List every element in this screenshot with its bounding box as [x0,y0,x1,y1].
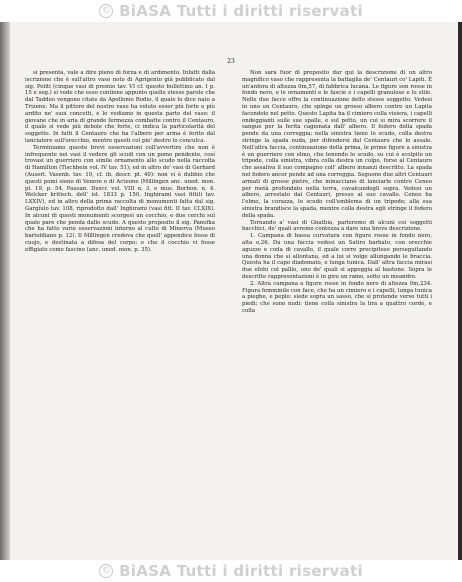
watermark-bottom-text: BiASA Tutti i diritti riservati [119,562,363,580]
page-number: 23 [227,58,235,65]
scan-shadow-right [458,22,462,560]
scan-shadow-left [0,22,10,560]
watermark-top-text: BiASA Tutti i diritti riservati [119,2,363,20]
watermark-top [0,0,462,22]
copyright-icon: © [99,4,113,18]
right-paragraph: Tornando a' vasi di Gnathia, parleremo di alcuni coi soggetti bacchici, de' quali avremo contezza a dare una breve descrizione. [242,219,432,233]
right-column [242,70,432,550]
right-paragraph: Non sarà fuor di proposito dar qui la descrizione di un altro magnifico vaso che rappresenta la battaglia de' Centauri co' Lapiti. È un'anfora di altezza 0m,57, di fabbrica lucana. Le figure son rosse in fondo nero, e le ornamenti e le fascie e i capelli granulose e lo stile. Nelle due facce offre la continuazione dello stesso soggetto. Vedesi in uno un Centauro, che spinge un grosso albero contro un Lapita facendolo nel petto. Questo Lapita ha il cimiero colla visiera, i capelli ondeggianti sulle sue spalle, e sul petto, un cui si mira scorrere il sangue per la ferita cagionata dall' albero. Il fodero della spada pende da una correggia; nella sinistra tiene lo scudo, colla destra stringe la spada nuda, per difendersi dal Centauro che lo assale. Nell'altra faccia, continuazione della prima, le prime figure a sinistra è un guerriero con elmo, che tenendo lo scudo, su cui è scolpito un tripode, colla sinistra, vibra colla destra un colpo, forse al Centauro che assaliva il suo compagno coll' albero innanzi descritto. La spada nel fodero ancor pende ad una correggia. Seguono due altri Centauri armati di grosse pietre, che minacciano di lanciarle contro Ceneo per metà profondato nella terra, cavalcandogli sopra. Vedesi un albero, arrestato dai Centauri, presso al suo cavallo. Ceneo ha l'elmo, la corazza, lo scudo coll'emblema di un tripode; alla sua sinistra brandisce la spada, mentre colla destra egli stringe il fodero della spada. [242,70,432,219]
left-paragraph: Terminiamo queste brevi osservazioni coll'avvertire che non è infrequente nei vasi il vedere gli scudi con un pomo pendente, cosí trovasi un guerriero con simile ornamento allo scudo nella raccolta di Hamilton (Tischbein vol. IV tav. 51); ed in altro de' vasi di Gerhard (Auserl. Vasenb. tav. 10, cf. ib. descr. pl. 40): non vi è dubbio che questi pomi sieno di Venere e di Acteone (Millingen anc. uned. mon. pl. 19, p. 54, Pausan. Descr. vol. VIII n. 3, e mus. Borbon. n. 4. Welcker kritisch. dell' ist. 1833 p. 150, Inghirami vasi fittili tav. LXXIV), ed in altro della prima raccolta di monumenti fatta dal sig. Gargiulo tav. 108, riprodotto dall' Inghirami (vasi fitt. II tav. CLXIX). In alcuni di questi monumenti scorgesi un cocchio, e due cerchi sul quale pare che penda dallo scudo. A questo proposito il sig. Panofka che ha fatto varie osservazioni intorno al culto di Minerva (Museo bartoldiano p. 12). Il Millingen credeva che quell' appendice fosse di cuojo, e destinata a difesa del corpo; e che il cocchio vi fosse effigiato come fascino (anc. uned. mon. p. 35). [25,144,215,253]
left-column [25,70,215,550]
watermark-bottom [0,560,462,582]
right-paragraph: 2. Altra campana a figure rosse in fondo nero di altezza 0m,234. Figura femminile con face, che ha un cimiero e i capelli, lunga tunica a pieghe, e peplo: siede sopra un sasso, che si protende verso tutti i piedi; che sono nudi: tiene colla sinistra la lira a quattro corde, e colla [242,280,432,314]
right-paragraph: 1. Campana di bassa curvatura con figure rosse in fondo nero, alta o,26. Da una faccia vedesi un Satiro barbato, con orecchie aguzze e coda di cavallo, il quale corre precipitoso perseguitando una donna che si allontana, ed a lui si volge allungando le braccia. Questa ha il capo diademato, e lunga tunica. Dall' altra faccia mirasi due efebi col pallio, uno de' quali si appoggia al bastone. Sopra le descritte rappresentazioni è in giro un ramo, sotto un meandro. [242,233,432,280]
copyright-icon: © [99,564,113,578]
left-paragraph: si presenta, vale a dire pieno di forza e di ardimento. Infatti dalla iscrizione che è sull'altro vaso noto di Agrigento già pubblicato dal sig. Politi (cinque vasi di premio tav. VI cf. questo bullettino an. I p. 15 e seg.) si vede che esso contiene appunto quelle stesse parole che dal Taddeo vengono citate da Apollonio Rodio, il quale lo dice nato a Trizene. Ma il pittore del nostro vaso ha voluto esser più forte e più ardito ne' suoi concetti, e lo vediamo in questa parte del vaso: il giovane che in aria di grande fermezza combatte contro il Centauro, il quale si vede più debole che forte, ci indica la particolarità del soggetto. In fatti il Centauro che ha l'albero per arma è ferito dal lanciatore sull'orecchio, mentre questi col pie' destro lo conculca. [25,70,215,144]
